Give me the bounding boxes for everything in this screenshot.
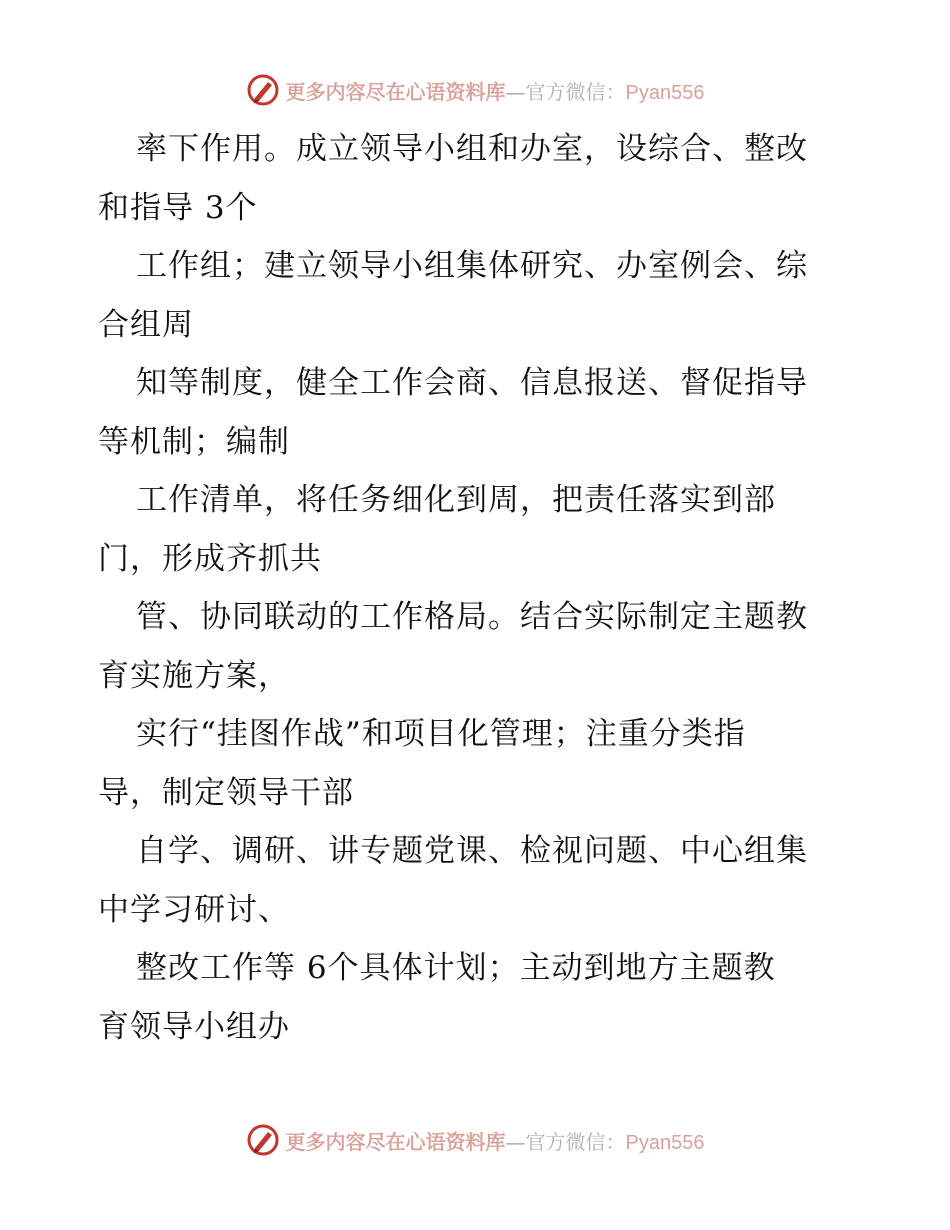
text-line: 工作清单，将任务细化到周，把责任落实到部: [136, 482, 776, 518]
watermark-separator: —: [505, 79, 526, 104]
watermark-label: 官方微信：: [525, 79, 626, 104]
watermark-separator: —: [505, 1129, 526, 1154]
text-line: 和指导 3个: [98, 189, 258, 226]
document-body: [98, 120, 868, 1056]
watermark-brand: 更多内容尽在心语资料库: [285, 1129, 506, 1154]
text-line: 中学习研讨、: [98, 891, 290, 928]
text-line: 管、协同联动的工作格局。结合实际制定主题教: [136, 599, 808, 635]
header-watermark: [0, 70, 950, 110]
text-line: 率下作用。成立领导小组和办室，设综合、整改: [136, 131, 808, 167]
watermark-label: 官方微信：: [525, 1129, 626, 1154]
pen-logo-icon: [246, 1123, 280, 1157]
footer-watermark: [0, 1120, 950, 1160]
text-line: 实行“挂图作战”和项目化管理；注重分类指: [136, 716, 746, 752]
text-line: 育领导小组办: [98, 1008, 290, 1045]
watermark-id: Pyan556: [625, 1131, 705, 1154]
watermark-id: Pyan556: [625, 81, 705, 104]
watermark-text: [286, 1126, 705, 1155]
watermark-text: [286, 76, 705, 105]
text-line: 知等制度，健全工作会商、信息报送、督促指导: [136, 365, 808, 401]
text-line: 育实施方案，: [98, 657, 290, 694]
text-line: 工作组；建立领导小组集体研究、办室例会、综: [136, 248, 808, 284]
text-line: 等机制；编制: [98, 423, 290, 460]
watermark-brand: 更多内容尽在心语资料库: [285, 79, 506, 104]
text-line: 自学、调研、讲专题党课、检视问题、中心组集: [136, 833, 808, 869]
pen-logo-icon: [246, 73, 280, 107]
text-line: 门，形成齐抓共: [98, 540, 322, 577]
text-line: 导，制定领导干部: [98, 774, 354, 811]
text-line: 整改工作等 6个具体计划；主动到地方主题教: [136, 950, 776, 986]
text-line: 合组周: [98, 306, 194, 343]
